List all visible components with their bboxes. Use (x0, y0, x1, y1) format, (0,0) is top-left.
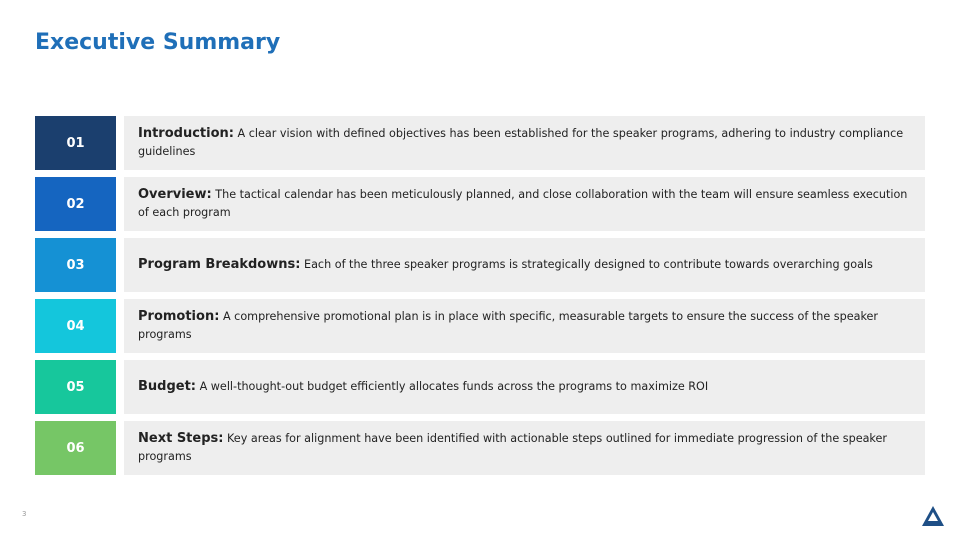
row-heading: Promotion: (138, 309, 220, 324)
slide-title: Executive Summary (35, 30, 281, 55)
row-content-box (124, 299, 925, 353)
row-body: Each of the three speaker programs is strategically designed to contribute towards overarching goals (304, 258, 873, 271)
row-number-badge: 02 (35, 177, 116, 231)
row-heading: Program Breakdowns: (138, 257, 301, 272)
summary-row-6 (35, 421, 925, 475)
row-number-badge: 06 (35, 421, 116, 475)
triangle-a-logo-icon (921, 505, 945, 527)
row-body: A well-thought-out budget efficiently allocates funds across the programs to maximize ROI (199, 380, 709, 393)
row-text (138, 430, 915, 466)
row-content-box (124, 177, 925, 231)
row-content-box (124, 360, 925, 414)
row-text (138, 378, 708, 396)
row-body: A clear vision with defined objectives has been established for the speaker programs, adhering to industry compliance guidelines (138, 127, 904, 158)
row-number-badge: 05 (35, 360, 116, 414)
row-body: A comprehensive promotional plan is in place with specific, measurable targets to ensure the success of the speaker programs (138, 310, 879, 341)
row-number-badge: 03 (35, 238, 116, 292)
row-number-badge: 04 (35, 299, 116, 353)
summary-row-4 (35, 299, 925, 353)
row-body: The tactical calendar has been meticulously planned, and close collaboration with the team will ensure seamless execution of each program (138, 188, 908, 219)
summary-row-1 (35, 116, 925, 170)
summary-list (35, 116, 925, 482)
row-text (138, 186, 915, 222)
row-text (138, 125, 915, 161)
row-heading: Overview: (138, 187, 212, 202)
row-heading: Introduction: (138, 126, 234, 141)
row-content-box (124, 238, 925, 292)
summary-row-3 (35, 238, 925, 292)
row-heading: Next Steps: (138, 431, 224, 446)
row-text (138, 308, 915, 344)
row-number-badge: 01 (35, 116, 116, 170)
summary-row-2 (35, 177, 925, 231)
row-content-box (124, 116, 925, 170)
row-content-box (124, 421, 925, 475)
page-number: 3 (22, 510, 27, 518)
row-body: Key areas for alignment have been identified with actionable steps outlined for immediate progression of the speaker programs (138, 432, 887, 463)
row-heading: Budget: (138, 379, 197, 394)
row-text (138, 256, 873, 274)
summary-row-5 (35, 360, 925, 414)
